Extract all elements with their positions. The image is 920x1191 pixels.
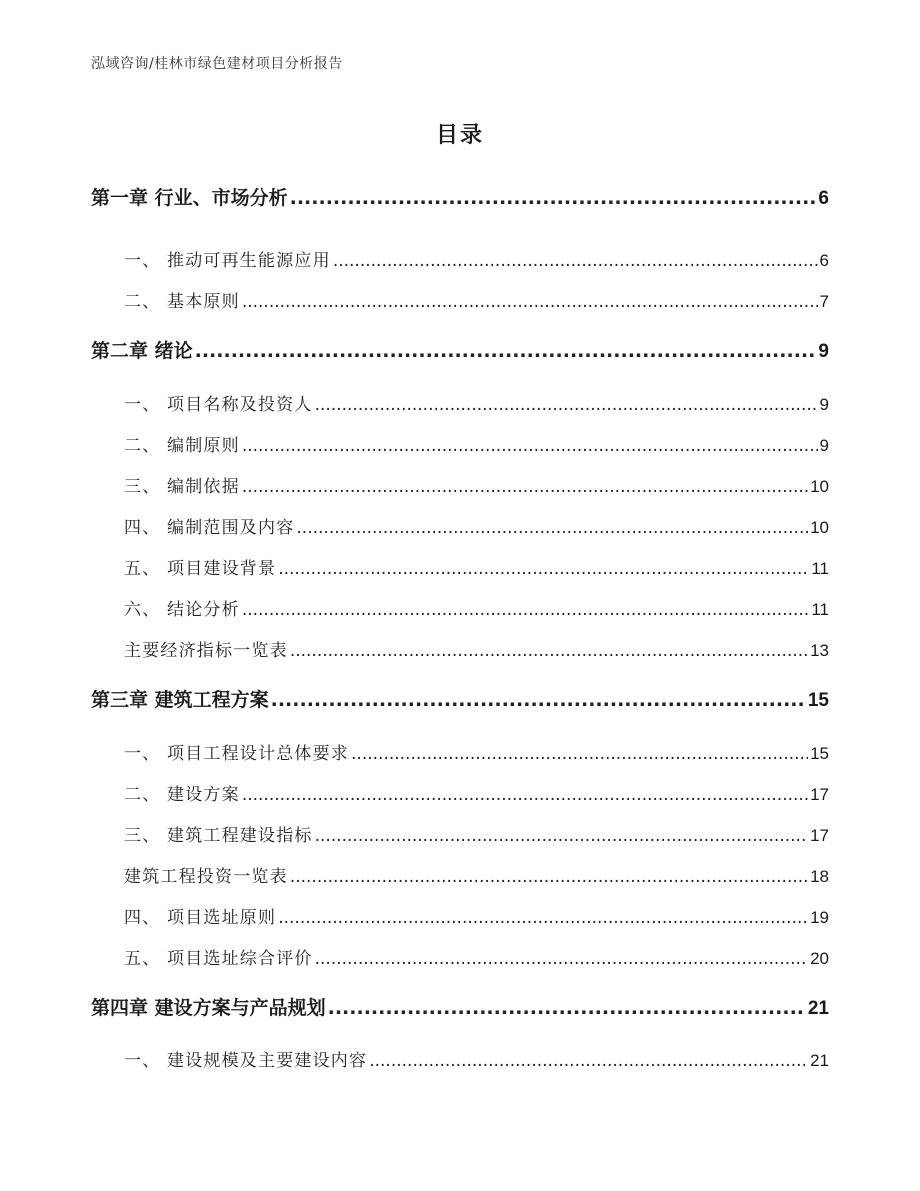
dot-leader: [290, 187, 817, 209]
dot-leader: [351, 744, 808, 764]
dot-leader: [328, 997, 806, 1019]
running-header: 泓域咨询/桂林市绿色建材项目分析报告: [91, 56, 343, 72]
toc-entry-section[interactable]: [124, 246, 829, 271]
toc-entry-text: 一、 建设规模及主要建设内容: [124, 1051, 368, 1071]
toc-entry-page: 15: [810, 744, 829, 763]
toc-entry-section[interactable]: [124, 944, 829, 969]
toc-entry-page: 10: [810, 518, 829, 537]
toc-entry-page: 13: [810, 641, 829, 660]
dot-leader: [333, 251, 818, 271]
toc-entry-section[interactable]: [124, 1046, 829, 1071]
dot-leader: [242, 785, 808, 805]
toc-entry-text: 四、 编制范围及内容: [124, 518, 295, 538]
toc-entry-page: 6: [819, 251, 829, 270]
toc-entry-section[interactable]: [124, 390, 829, 415]
toc-entry-page: 20: [810, 949, 829, 968]
toc-entry-page: 17: [810, 826, 829, 845]
toc-entry-page: 21: [807, 998, 829, 1019]
toc-entry-page: 18: [810, 867, 829, 886]
toc-entry-page: 17: [810, 785, 829, 804]
toc-entry-page: 15: [807, 690, 829, 711]
toc-entry-page: 7: [819, 292, 829, 311]
dot-leader: [271, 689, 806, 711]
toc-entry-section[interactable]: [124, 287, 829, 312]
toc-entry-chapter[interactable]: [91, 993, 829, 1020]
toc-entry-text: 第四章 建设方案与产品规划: [91, 997, 326, 1019]
dot-leader: [195, 340, 817, 362]
dot-leader: [315, 826, 808, 846]
toc-entry-section[interactable]: [124, 513, 829, 538]
dot-leader: [242, 600, 810, 620]
dot-leader: [242, 436, 818, 456]
toc-entry-text: 第二章 绪论: [91, 340, 193, 362]
toc-entry-text: 四、 项目选址原则: [124, 908, 277, 928]
toc-entry-section[interactable]: [124, 780, 829, 805]
toc-entry-section[interactable]: [124, 862, 829, 887]
toc-entry-section[interactable]: [124, 472, 829, 497]
toc-entry-section[interactable]: [124, 554, 829, 579]
dot-leader: [296, 518, 808, 538]
dot-leader: [315, 395, 818, 415]
toc-entry-page: 21: [810, 1051, 829, 1070]
toc-entry-section[interactable]: [124, 595, 829, 620]
toc-entry-text: 主要经济指标一览表: [124, 641, 288, 661]
toc-entry-text: 三、 建筑工程建设指标: [124, 826, 313, 846]
toc-entry-text: 第三章 建筑工程方案: [91, 689, 269, 711]
dot-leader: [278, 559, 809, 579]
toc-entry-text: 一、 项目名称及投资人: [124, 395, 313, 415]
dot-leader: [242, 292, 818, 312]
toc-entry-section[interactable]: [124, 739, 829, 764]
toc-entry-text: 一、 项目工程设计总体要求: [124, 744, 350, 764]
toc-entry-text: 二、 编制原则: [124, 436, 240, 456]
toc-entry-text: 二、 建设方案: [124, 785, 240, 805]
dot-leader: [290, 867, 808, 887]
toc-entry-page: 19: [810, 908, 829, 927]
dot-leader: [315, 949, 808, 969]
toc-entry-text: 三、 编制依据: [124, 477, 240, 497]
toc-entry-text: 一、 推动可再生能源应用: [124, 251, 331, 271]
dot-leader: [290, 641, 808, 661]
toc-entry-section[interactable]: [124, 636, 829, 661]
toc-entry-text: 六、 结论分析: [124, 600, 240, 620]
toc-entry-section[interactable]: [124, 431, 829, 456]
toc-entry-section[interactable]: [124, 821, 829, 846]
toc-entry-chapter[interactable]: [91, 183, 829, 210]
toc-entry-text: 五、 项目选址综合评价: [124, 949, 313, 969]
toc-entry-page: 6: [818, 188, 829, 209]
dot-leader: [369, 1051, 808, 1071]
toc-entry-page: 11: [811, 559, 829, 578]
toc-entry-page: 11: [811, 600, 829, 619]
toc-entry-section[interactable]: [124, 903, 829, 928]
toc-entry-text: 五、 项目建设背景: [124, 559, 277, 579]
toc-entry-chapter[interactable]: [91, 685, 829, 712]
toc-entry-text: 第一章 行业、市场分析: [91, 187, 288, 209]
dot-leader: [278, 908, 808, 928]
toc-entry-chapter[interactable]: [91, 336, 829, 363]
toc-entry-page: 9: [819, 436, 829, 455]
toc-entry-page: 9: [818, 341, 829, 362]
toc-entry-page: 9: [819, 395, 829, 414]
toc-title: 目录: [435, 123, 484, 148]
toc-entry-text: 二、 基本原则: [124, 292, 240, 312]
toc-entry-page: 10: [810, 477, 829, 496]
toc-entry-text: 建筑工程投资一览表: [124, 867, 288, 887]
dot-leader: [242, 477, 808, 497]
